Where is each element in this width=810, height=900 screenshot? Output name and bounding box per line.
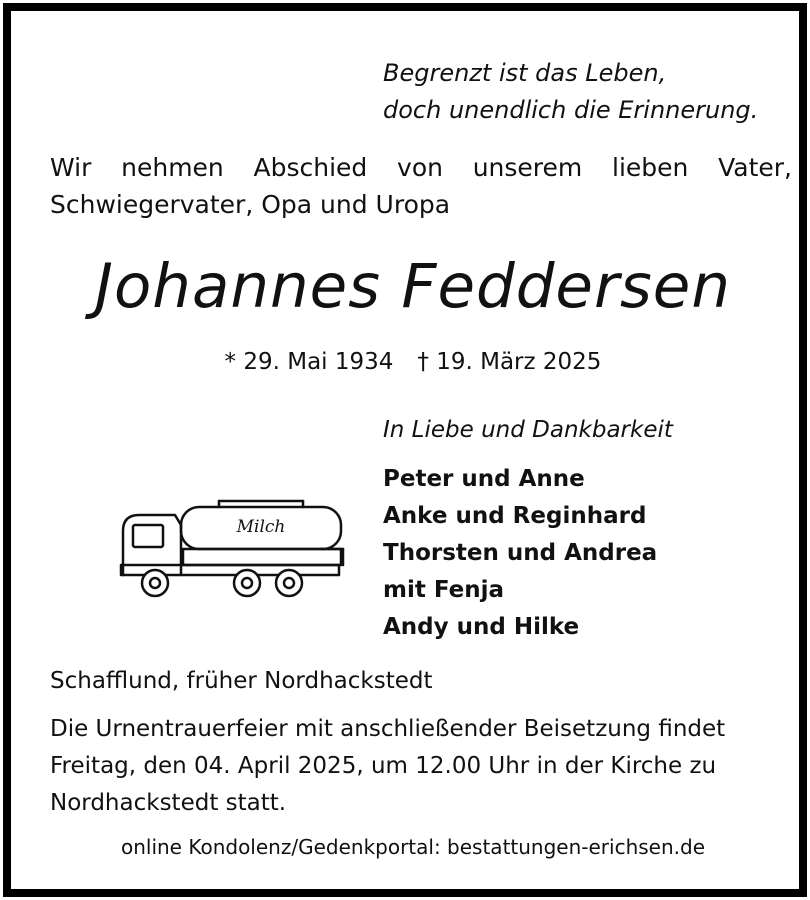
mourner-name: Peter und Anne <box>383 466 585 492</box>
deceased-name: Johannes Feddersen <box>94 251 731 322</box>
mourners-list <box>383 461 657 646</box>
motto-line-1: Begrenzt ist das Leben, <box>383 59 667 87</box>
milk-truck-icon <box>111 491 349 601</box>
obituary-notice <box>3 3 807 897</box>
mourner-name: Andy und Hilke <box>383 614 580 640</box>
tank-label: Milch <box>236 517 286 537</box>
intro-line-1: Wir nehmen Abschied von unserem lieben Vater, <box>50 153 792 182</box>
mourners-heading: In Liebe und Dankbarkeit <box>383 417 673 443</box>
intro-line-2: Schwiegervater, Opa und Uropa <box>50 190 451 219</box>
mourner-name: Anke und Reginhard <box>383 503 647 529</box>
mourner-name: mit Fenja <box>383 577 505 603</box>
ceremony-info: Die Urnentrauerfeier mit anschließender Beisetzung findet Freitag, den 04. April 2025, um 12.00 Uhr in der Kirche zu Nordhackstedt statt. <box>50 716 726 816</box>
death-date: † 19. März 2025 <box>417 349 602 375</box>
place-line: Schafflund, früher Nordhackstedt <box>50 668 433 694</box>
motto-line-2: doch unendlich die Erinnerung. <box>383 96 759 124</box>
birth-date: * 29. Mai 1934 <box>224 349 394 375</box>
intro-text <box>50 149 792 223</box>
life-dates <box>11 346 810 378</box>
mourner-name: Thorsten und Andrea <box>383 540 658 566</box>
online-condolence: online Kondolenz/Gedenkportal: bestattungen-erichsen.de <box>120 835 706 859</box>
motto <box>383 55 758 129</box>
